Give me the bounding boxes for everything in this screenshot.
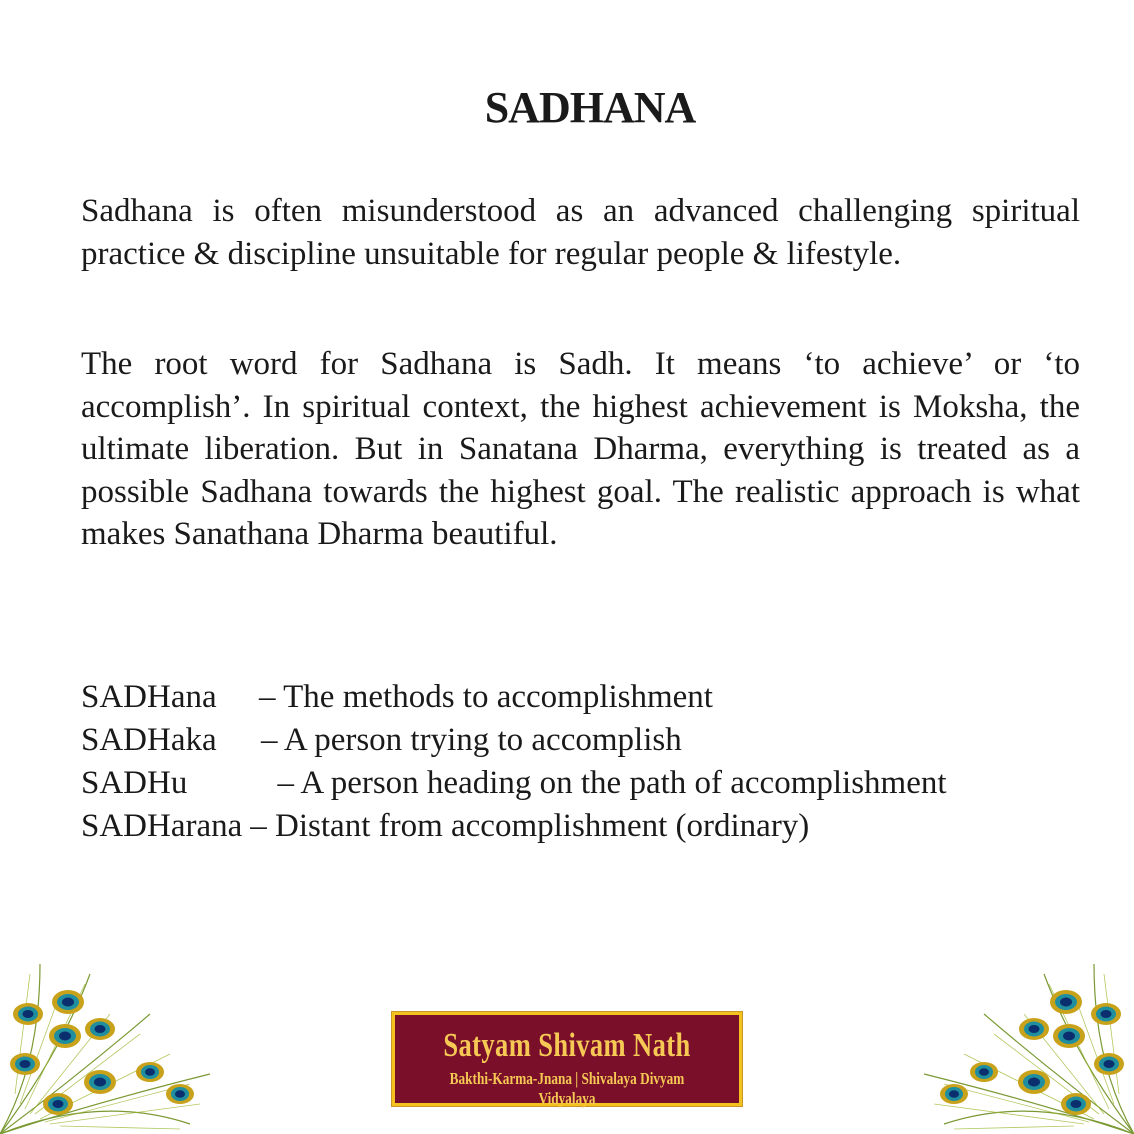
- definition-row: [81, 719, 1081, 762]
- page-title: SADHANA: [484, 83, 696, 132]
- peacock-feather-icon: [0, 954, 230, 1134]
- definition-term: SADHarana: [81, 808, 243, 844]
- definition-meaning: – Distant from accomplishment (ordinary): [250, 808, 810, 844]
- brand-name: Satyam Shivam Nath: [443, 1027, 691, 1064]
- definition-meaning: – A person trying to accomplish: [261, 722, 682, 758]
- definition-term: SADHana: [81, 679, 217, 715]
- definitions-list: [81, 676, 1081, 848]
- definition-meaning: – A person heading on the path of accomplishment: [261, 765, 947, 801]
- definition-row: [81, 676, 1081, 719]
- definition-term: SADHaka: [81, 722, 217, 758]
- brand-tagline: Bakthi-Karma-Jnana | Shivalaya Divyam Vidyalaya: [449, 1069, 685, 1108]
- definition-term: SADHu: [81, 765, 188, 801]
- definition-row: [81, 805, 1081, 848]
- root-word-paragraph: The root word for Sadhana is Sadh. It means ‘to achieve’ or ‘to accomplish’. In spiritual context, the highest achievement is Moksha, the ultimate liberation. But in Sanatana Dharma, everything is treated as a possible Sadhana towards the highest goal. The realistic approach is what makes Sanathana Dharma beautiful.: [81, 346, 1080, 552]
- definition-row: [81, 762, 1081, 805]
- peacock-feather-icon: [904, 954, 1134, 1134]
- intro-paragraph: Sadhana is often misunderstood as an advanced challenging spiritual practice & discipline unsuitable for regular people & lifestyle.: [81, 193, 1080, 272]
- definition-meaning: – The methods to accomplishment: [259, 679, 713, 715]
- brand-logo: [392, 1012, 742, 1106]
